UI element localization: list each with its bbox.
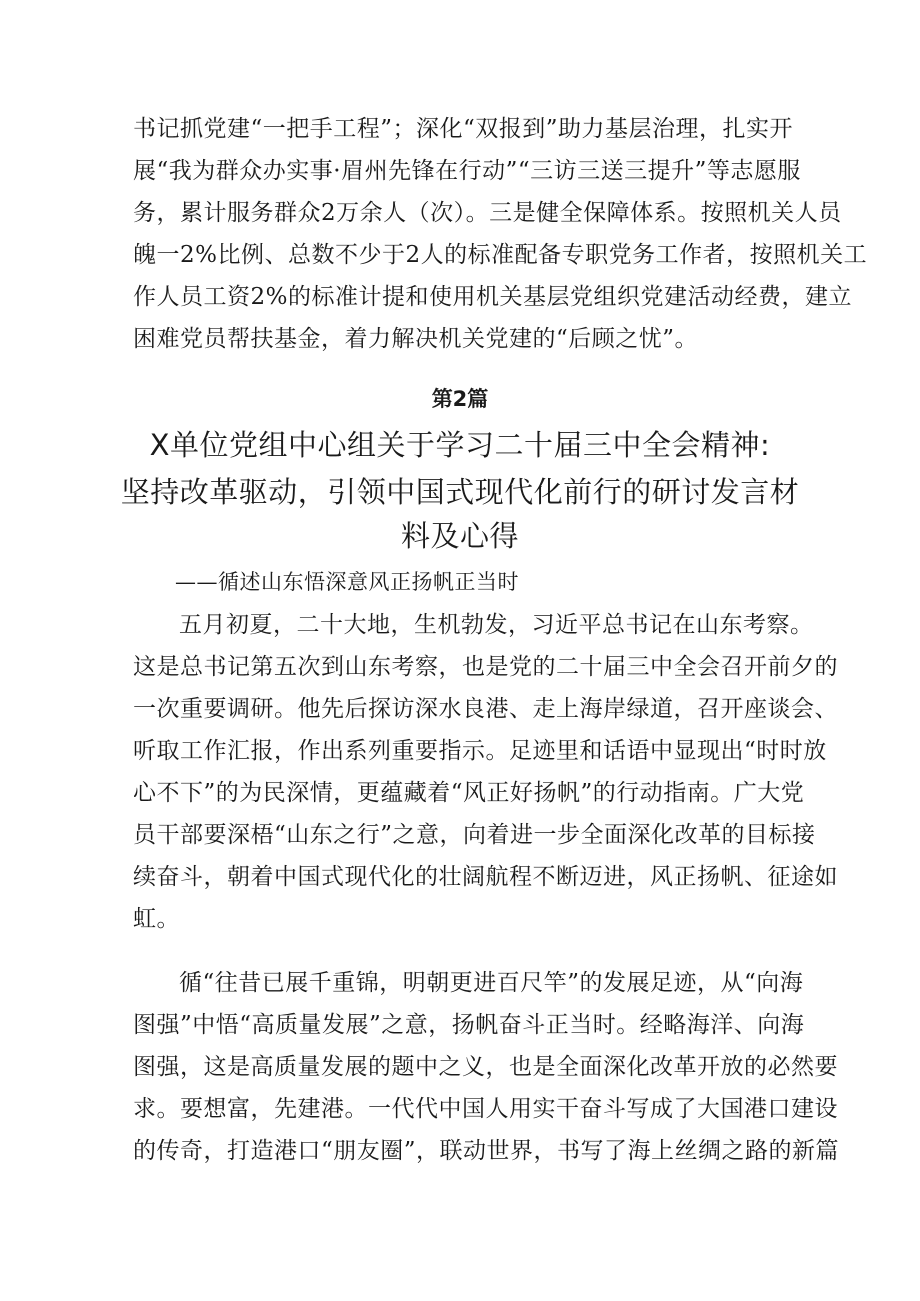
body-line: 的传奇，打造港口“朋友圈”，联动世界，书写了海上丝绸之路的新篇 (133, 1138, 840, 1164)
intro-line: 展“我为群众办实事·眉州先锋在行动”“三访三送三提升”等志愿服 (133, 158, 801, 184)
intro-line: 务，累计服务群众2万余人（次）。三是健全保障体系。按照机关人员 (133, 200, 842, 226)
body-line: 循“往昔已展千重锦，明朝更进百尺竿”的发展足迹，从“向海 (179, 970, 804, 996)
body-line: 心不下”的为民深情，更蕴藏着“风正好扬帆”的行动指南。广大党 (133, 780, 805, 806)
intro-line: 书记抓党建“一把手工程”；深化“双报到”助力基层治理，扎实开 (133, 116, 794, 142)
intro-line: 困难党员帮扶基金，着力解决机关党建的“后顾之忧”。 (133, 326, 699, 352)
body-line: 求。要想富，先建港。一代代中国人用实干奋斗写成了大国港口建设 (133, 1096, 838, 1122)
body-line: 续奋斗，朝着中国式现代化的壮阔航程不断迈进，风正扬帆、征途如 (133, 864, 838, 890)
body-line: 听取工作汇报，作出系列重要指示。足迹里和话语中显现出“时时放 (133, 738, 827, 764)
body-line: 一次重要调研。他先后探访深水良港、走上海岸绿道，召开座谈会、 (133, 696, 838, 722)
article-title-line: 料及心得 (400, 519, 519, 553)
intro-line: 魄一2%比例、总数不少于2人的标准配备专职党务工作者，按照机关工 (133, 242, 868, 268)
body-line: 这是总书记第五次到山东考察，也是党的二十届三中全会召开前夕的 (133, 654, 838, 680)
section-label: 第2篇 (431, 387, 489, 411)
body-line: 图强，这是高质量发展的题中之义，也是全面深化改革开放的必然要 (133, 1054, 838, 1080)
article-title-line: 坚持改革驱动，引领中国式现代化前行的研讨发言材 (120, 475, 800, 509)
article-subtitle: ——循述山东悟深意风正扬帆正当时 (175, 570, 519, 594)
body-line: 图强”中悟“高质量发展”之意，扬帆奋斗正当时。经略海洋、向海 (133, 1012, 805, 1038)
body-line: 员干部要深梧“山东之行”之意，向着进一步全面深化改革的目标接 (133, 822, 816, 848)
body-line: 虹。 (133, 906, 180, 932)
article-title-line: X单位党组中心组关于学习二十届三中全会精神: (149, 428, 771, 462)
intro-line: 作人员工资2%的标准计提和使用机关基层党组织党建活动经费，建立 (133, 284, 852, 310)
body-line: 五月初夏，二十大地，生机勃发，习近平总书记在山东考察。 (179, 612, 814, 638)
